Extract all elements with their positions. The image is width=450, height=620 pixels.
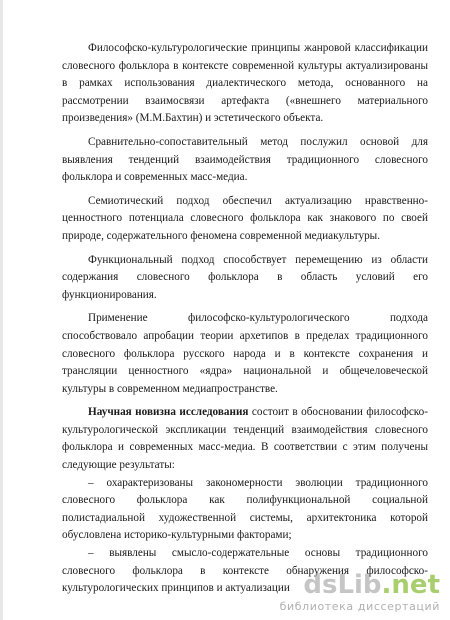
document-page — [62, 40, 428, 598]
novelty-text: состоит в обосновании философско-культурологической экспликации тенденций взаимодействия словесного фольклора и современных масс-медиа. В соответствии с этим получены следующие результаты: — [62, 406, 428, 472]
watermark-logo — [303, 570, 440, 600]
watermark-logo-tld: .net — [381, 570, 440, 600]
paragraph-comparative-method: Сравнительно-сопоставительный метод послужил основой для выявления тенденций взаимодействия традиционного словесного фольклора и современных масс-медиа. — [62, 135, 428, 184]
paragraph-culturological-approach: Применение философско-культурологического подхода способствовало апробации теории архетипов в пределах традиционного словесного фольклора русского народа и в контексте сохранения и трансляции ценностного «ядра» национальной и общечеловеческой культуры в современном медиапространстве. — [62, 312, 428, 395]
paragraph-scientific-novelty — [62, 404, 428, 474]
paragraph-functional-approach: Функциональный подход способствует перемещению из области содержания словесного фольклора в область условий его функционирования. — [62, 253, 428, 301]
scan-edge — [0, 0, 3, 620]
watermark-logo-main: dsLib — [303, 570, 382, 600]
paragraph-dialectical-method: Философско-культурологические принципы жанровой классификации словесного фольклора в контексте современной культуры актуализированы в рамках использования диалектического метода, основанного на рассмотрении взаимосвязи артефакта («внешнего материального произведения» (М.М.Бахтин) и эстетического объекта. — [62, 42, 428, 125]
novelty-heading: Научная новизна исследования — [88, 406, 249, 419]
result-item-1: – охарактеризованы закономерности эволюции традиционного словесного фольклора как полифункциональной социальной полистадиальной художественной системы, архитектоника которой обусловлена историко-культурными факторами; — [62, 476, 428, 542]
paragraph-semiotic-approach: Семиотический подход обеспечил актуализацию нравственно-ценностного потенциала словесного фольклора как знакового по своей природе, содержательного феномена современной медиакультуры. — [62, 194, 428, 242]
watermark-subtitle: библиотека диссертаций — [279, 600, 440, 613]
result-item-2: – выявлены смысло-содержательные основы традиционного словесного фольклора в контексте обнаружения философско-культурологических принципов и актуализации — [62, 547, 428, 595]
dslib-watermark — [250, 570, 440, 614]
